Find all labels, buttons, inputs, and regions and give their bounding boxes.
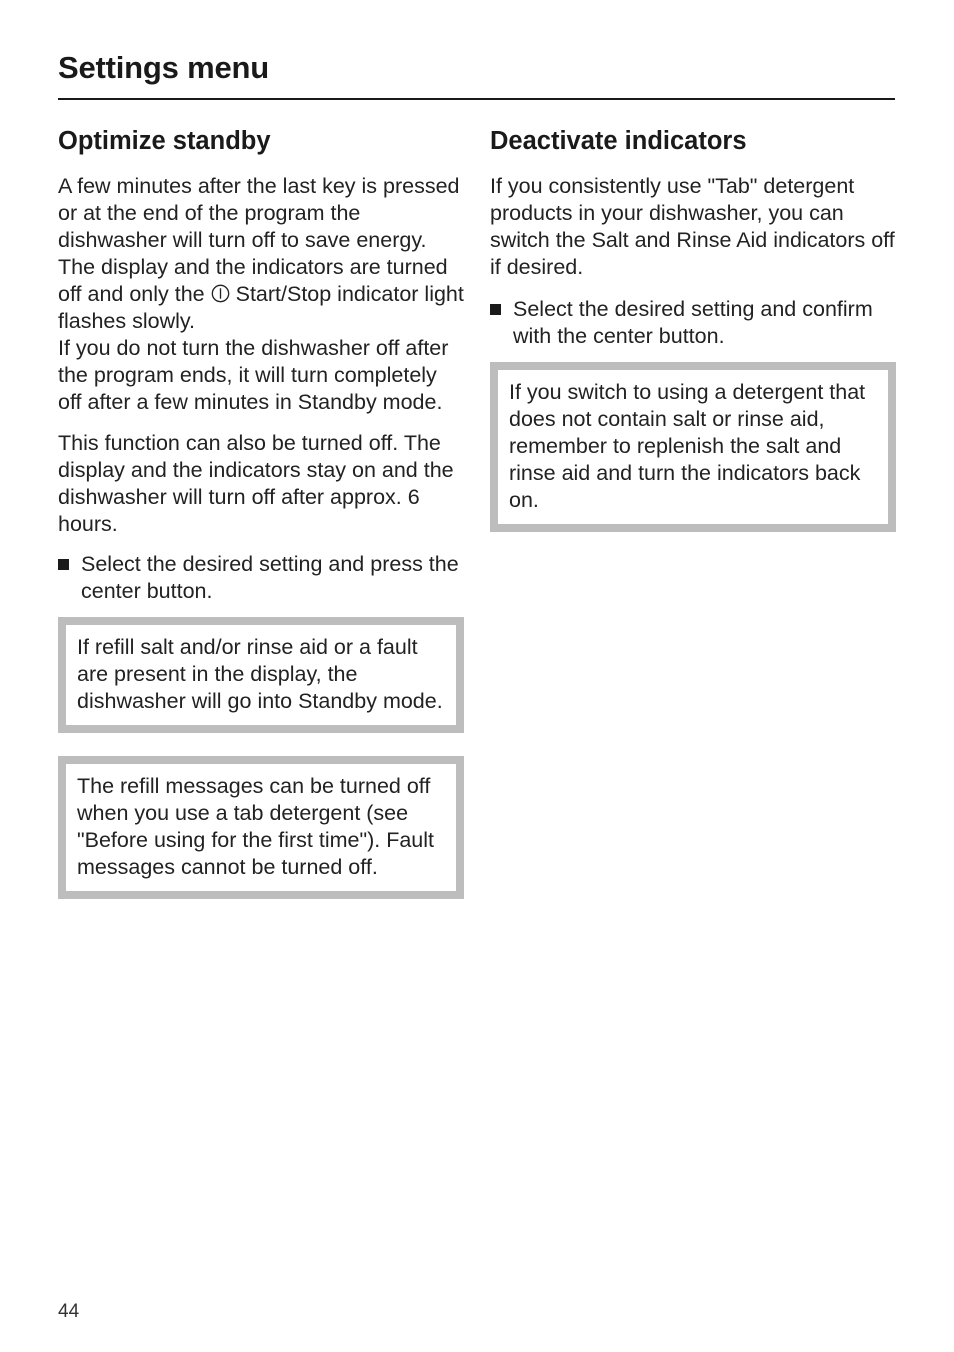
optimize-standby-heading: Optimize standby [58,127,271,155]
optimize-standby-paragraph-1 [58,173,464,335]
bullet-square-icon [490,304,501,315]
bullet-square-icon [58,559,69,570]
note-box-refill-messages: The refill messages can be turned off when you use a tab detergent (see "Before using for the first time"). Fault messages cannot be turned off. [58,756,464,899]
note-box-standby-faults: If refill salt and/or rinse aid or a fault are present in the display, the dishwasher will go into Standby mode. [58,617,464,733]
deactivate-indicators-heading: Deactivate indicators [490,127,747,155]
optimize-standby-paragraph-2: If you do not turn the dishwasher off after the program ends, it will turn completely off after a few minutes in Standby mode. [58,336,449,414]
bullet-text: Select the desired setting and press the center button. [81,552,459,603]
list-item [58,551,464,605]
title-divider [58,98,895,100]
page-number: 44 [58,1301,80,1322]
note-box-detergent-switch: If you switch to using a detergent that does not contain salt or rinse aid, remember to replenish the salt and rinse aid and turn the indicators back on. [490,362,896,532]
optimize-standby-paragraph-3: This function can also be turned off. The display and the indicators stay on and the dishwasher will turn off after approx. 6 hours. [58,431,454,536]
list-item [490,296,896,350]
paragraph-1-text-a: A few minutes after the last key is pressed or at the end of the program the dishwasher will turn off to save energy. The display and the indicators are turned off and only the [58,174,460,306]
optimize-standby-section [58,124,464,899]
deactivate-indicators-paragraph-1: If you consistently use "Tab" detergent products in your dishwasher, you can switch the Salt and Rinse Aid indicators off if desired. [490,174,895,279]
page-title: Settings menu [58,50,269,85]
deactivate-indicators-section [490,124,896,532]
paragraph-1-text-b: Start/Stop indicator light flashes slowly. [58,282,464,333]
power-icon [211,284,230,303]
bullet-text: Select the desired setting and confirm with the center button. [513,297,873,348]
